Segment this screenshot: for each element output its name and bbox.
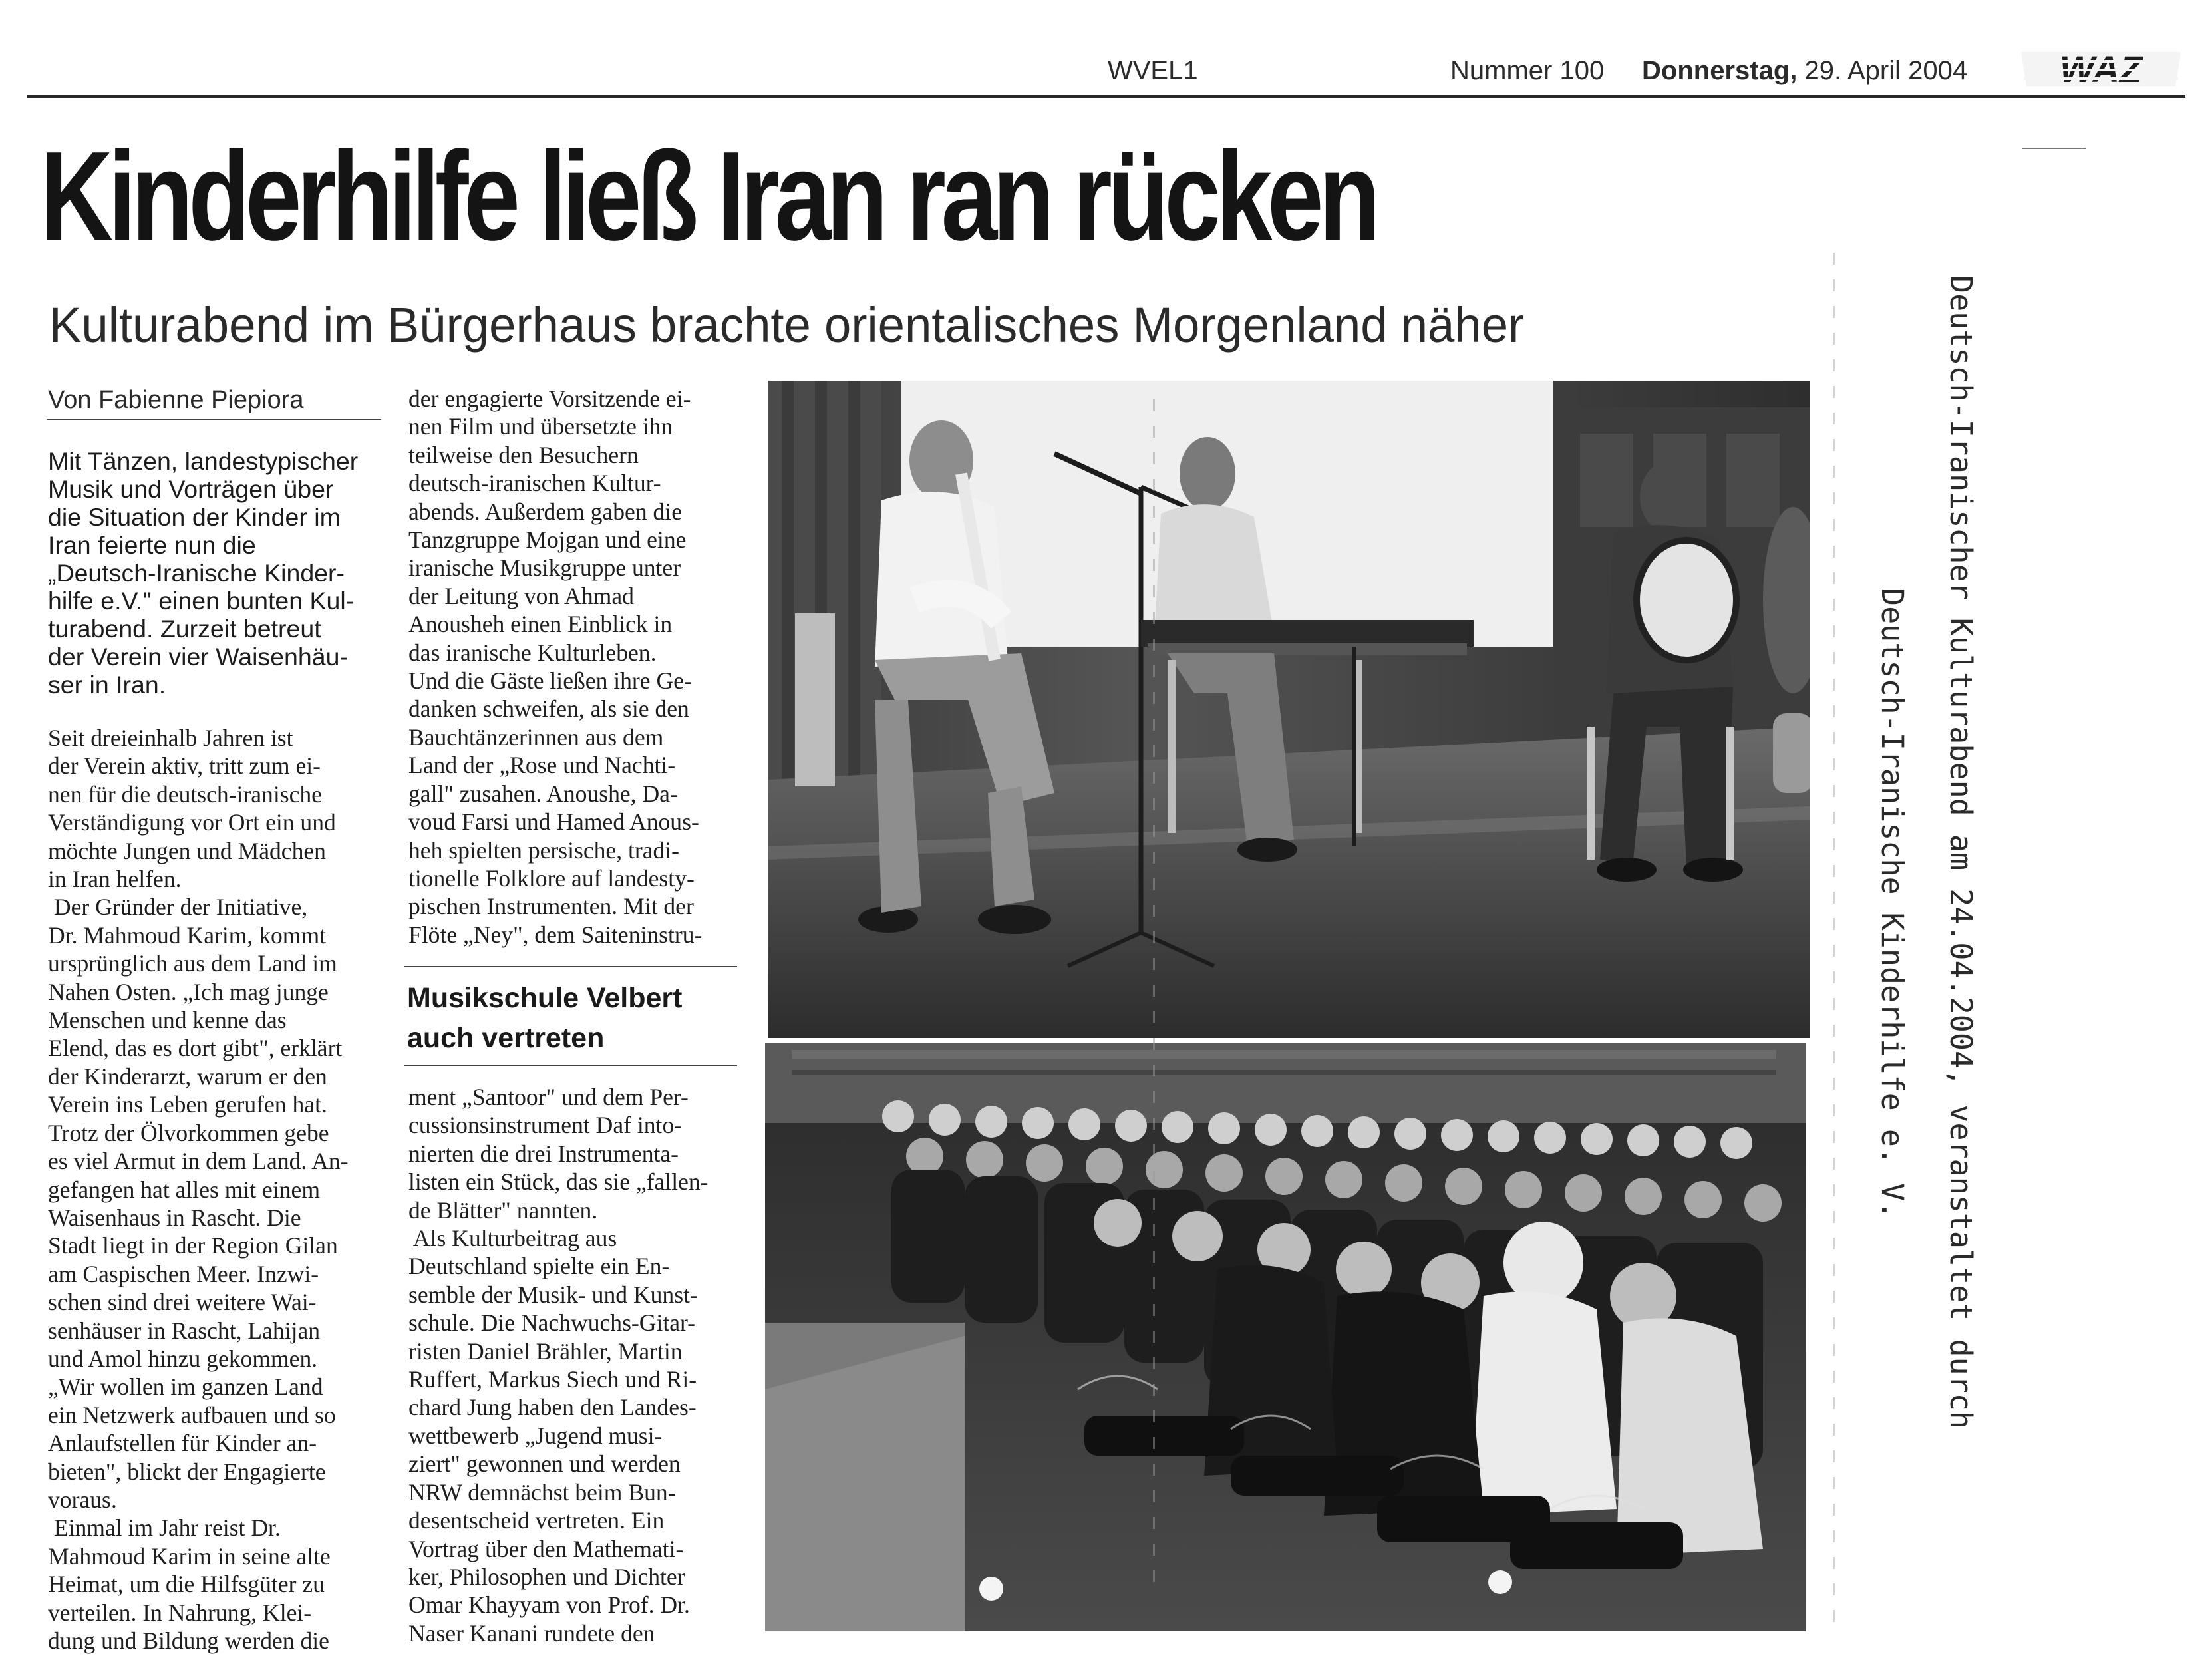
- issue-number: Nummer 100: [1450, 56, 1605, 85]
- article-column-2-top: der engagierte Vorsitzende ei- nen Film und übersetzte ihn teilweise den Besuchern deutsch-iranischen Kultur- abends. Außerdem gaben die Tanzgruppe Mojgan und eine iranische Musikgruppe unter der Leitung von Ahmad Anousheh einen Einblick in das iranische Kulturleben. Und die Gäste ließen ihre Ge- danken schweifen, als sie den Bauchtänzerinnen aus dem Land der „Rose und Nachti- gall" zusahen. Anoushe, Da- voud Farsi und Hamed Anous- heh spielten persische, tradi- tionelle Folklore auf landesty- pischen Instrumenten. Mit der Flöte „Ney", dem Saiteninstru-: [408, 385, 703, 948]
- edition-label: WVEL1: [1108, 56, 1198, 85]
- article-column-2-bottom: ment „Santoor" und dem Per- cussionsinstrument Daf into- nierten die drei Instrumenta- listen ein Stück, das sie „fallen- de Blätter" nannten. Als Kulturbeitrag aus Deutschland spielte ein En- semble der Musik- und Kunst- schule. Die Nachwuchs-Gitar- risten Daniel Brähler, Martin Ruffert, Markus Siech und Ri- chard Jung haben den Landes- wettbewerb „Jugend musi- ziert" gewonnen und werden NRW demnächst beim Bun- desentscheid vertreten. Ein Vortrag über den Mathemati- ker, Philosophen und Dichter Omar Khayyam von Prof. Dr. Naser Kanani rundete den: [408, 1084, 709, 1647]
- dateline: [1642, 56, 1967, 86]
- archive-annotation-line-1: Deutsch-Iranischer Kulturabend am 24.04.2004, veranstaltet durch: [1943, 275, 1978, 1429]
- waz-logo-text: WAZ: [2059, 48, 2143, 90]
- scan-edge-line: [1833, 253, 1835, 1623]
- audience-photo: [765, 1043, 1806, 1631]
- article-column-1: Seit dreieinhalb Jahren ist der Verein aktiv, tritt zum ei- nen für die deutsch-iranische Verständigung vor Ort ein und möchte Jungen und Mädchen in Iran helfen. Der Gründer der Initiative, Dr. Mahmoud Karim, kommt ursprünglich aus dem Land im Nahen Osten. „Ich mag junge Menschen und kenne das Elend, das es dort gibt", erklärt der Kinderarzt, warum er den Verein ins Leben gerufen hat. Trotz der Ölvorkommen gebe es viel Armut in dem Land. An- gefangen hat alles mit einem Waisenhaus in Rascht. Die Stadt liegt in der Region Gilan am Caspischen Meer. Inzwi- schen sind drei weitere Wai- senhäuser in Rascht, Lahijan und Amol hinzu gekommen. „Wir wollen im ganzen Land ein Netzwerk aufbauen und so Anlaufstellen für Kinder an- bieten", blickt der Engagierte voraus. Einmal im Jahr reist Dr. Mahmoud Karim in seine alte Heimat, um die Hilfsgüter zu verteilen. In Nahrung, Klei- dung und Bildung werden die: [48, 725, 349, 1654]
- box-rule-bottom: [404, 1065, 737, 1066]
- byline: Von Fabienne Piepiora: [48, 386, 304, 414]
- subheadline: Kulturabend im Bürgerhaus brachte orientalisches Morgenland näher: [49, 297, 1525, 353]
- archive-annotation-line-2: Deutsch-Iranische Kinderhilfe e. V.: [1875, 588, 1910, 1220]
- box-heading: Musikschule Velbert auch vertreten: [407, 982, 683, 1054]
- dateline-weekday: Donnerstag,: [1642, 56, 1798, 85]
- dateline-date: 29. April 2004: [1804, 56, 1968, 85]
- stage-musicians-photo: [768, 381, 1810, 1038]
- box-rule-top: [404, 966, 737, 967]
- fold-line: [1153, 399, 1155, 1597]
- corner-rule: [2022, 148, 2086, 149]
- headline: Kinderhilfe ließ Iran ran rücken: [40, 126, 1376, 267]
- masthead-rule: [27, 95, 2185, 98]
- article-lead: Mit Tänzen, landestypischer Musik und Vorträgen über die Situation der Kinder im Iran feierte nun die „Deutsch-Iranische Kinder- hilfe e.V." einen bunten Kul- turabend. Zurzeit betreut der Verein vier Waisenhäu- ser in Iran.: [48, 447, 359, 699]
- waz-logo: [2021, 48, 2181, 90]
- byline-rule: [47, 419, 381, 420]
